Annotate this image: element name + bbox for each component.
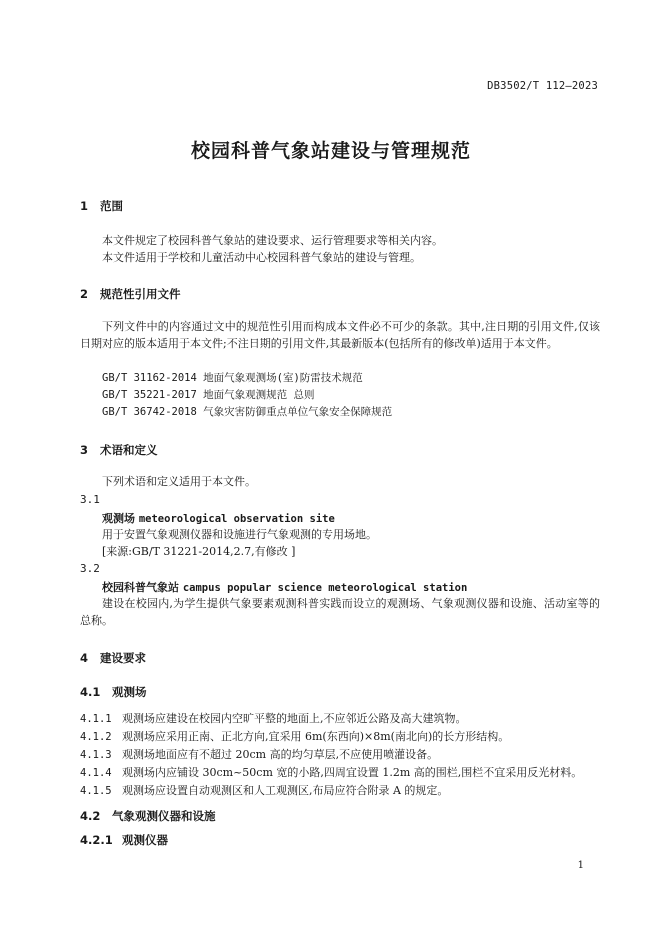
- term-english: meteorological observation site: [138, 513, 335, 525]
- page-number: 1: [577, 860, 584, 871]
- subsection-heading: [80, 808, 216, 824]
- paragraph: 下列术语和定义适用于本文件。: [102, 475, 256, 488]
- document-title: 校园科普气象站建设与管理规范: [190, 140, 471, 162]
- term-definition: 建设在校园内,为学生提供气象要素观测科普实践而设立的观测场、气象观测仪器和设施、活动室等的总称。: [80, 597, 600, 627]
- subsection-heading: [80, 832, 168, 848]
- clause: [80, 764, 582, 780]
- clause-text: 观测场应采用正南、正北方向,宜采用 6m(东西向)×8m(南北向)的长方形结构。: [122, 730, 510, 743]
- subsection-number: 4.2: [80, 809, 101, 823]
- clause-text: 观测场内应铺设 30cm~50cm 宽的小路,四周宜设置 1.2m 高的围栏,围栏不宜采用反光材料。: [122, 766, 583, 779]
- clause: [80, 728, 509, 744]
- clause-number: 4.1.3: [80, 749, 112, 761]
- clause-number: 4.1.4: [80, 767, 112, 779]
- reference-item: GB/T 31162-2014 地面气象观测场(室)防雷技术规范: [102, 372, 363, 384]
- section-number: 4: [80, 651, 89, 665]
- term-number: 3.1: [80, 493, 100, 506]
- section-1-heading: [80, 198, 123, 214]
- section-title: 规范性引用文件: [100, 287, 181, 301]
- term-source: [来源:GB/T 31221-2014,2.7,有修改 ]: [102, 545, 296, 558]
- section-3-heading: [80, 442, 158, 458]
- subsection-number: 4.2.1: [80, 833, 113, 847]
- paragraph: 本文件适用于学校和儿童活动中心校园科普气象站的建设与管理。: [102, 251, 421, 264]
- clause-text: 观测场地面应有不超过 20cm 高的均匀草层,不应使用喷灌设备。: [122, 748, 439, 761]
- clause-text: 观测场应设置自动观测区和人工观测区,布局应符合附录 A 的规定。: [122, 784, 449, 797]
- term-english: campus popular science meteorological station: [182, 582, 468, 594]
- section-title: 范围: [100, 199, 123, 213]
- clause-number: 4.1.1: [80, 713, 112, 725]
- section-4-heading: [80, 650, 146, 666]
- paragraph: 本文件规定了校园科普气象站的建设要求、运行管理要求等相关内容。: [102, 234, 443, 247]
- subsection-heading: [80, 684, 147, 700]
- term-chinese: 观测场: [102, 512, 135, 525]
- subsection-title: 观测场: [112, 685, 147, 699]
- subsection-number: 4.1: [80, 685, 101, 699]
- standard-code: DB3502/T 112—2023: [487, 80, 598, 92]
- reference-item: GB/T 36742-2018 气象灾害防御重点单位气象安全保障规范: [102, 406, 393, 418]
- clause: [80, 710, 467, 726]
- section-number: 2: [80, 287, 89, 301]
- term-heading: [102, 510, 335, 526]
- term-chinese: 校园科普气象站: [102, 581, 179, 594]
- clause-number: 4.1.2: [80, 731, 112, 743]
- clause: [80, 782, 448, 798]
- section-number: 1: [80, 199, 89, 213]
- subsection-title: 观测仪器: [122, 833, 168, 847]
- term-heading: [102, 579, 467, 595]
- paragraph: 下列文件中的内容通过文中的规范性引用而构成本文件必不可少的条款。其中,注日期的引用文件,仅该日期对应的版本适用于本文件;不注日期的引用文件,其最新版本(包括所有的修改单)适用于本文件。: [80, 320, 600, 350]
- section-title: 术语和定义: [100, 443, 158, 457]
- clause-number: 4.1.5: [80, 785, 112, 797]
- reference-item: GB/T 35221-2017 地面气象观测规范 总则: [102, 389, 315, 401]
- term-number: 3.2: [80, 562, 100, 575]
- term-definition: 用于安置气象观测仪器和设施进行气象观测的专用场地。: [102, 528, 377, 541]
- subsection-title: 气象观测仪器和设施: [112, 809, 216, 823]
- section-number: 3: [80, 443, 89, 457]
- clause-text: 观测场应建设在校园内空旷平整的地面上,不应邻近公路及高大建筑物。: [122, 712, 467, 725]
- clause: [80, 746, 438, 762]
- section-2-heading: [80, 286, 181, 302]
- section-title: 建设要求: [100, 651, 146, 665]
